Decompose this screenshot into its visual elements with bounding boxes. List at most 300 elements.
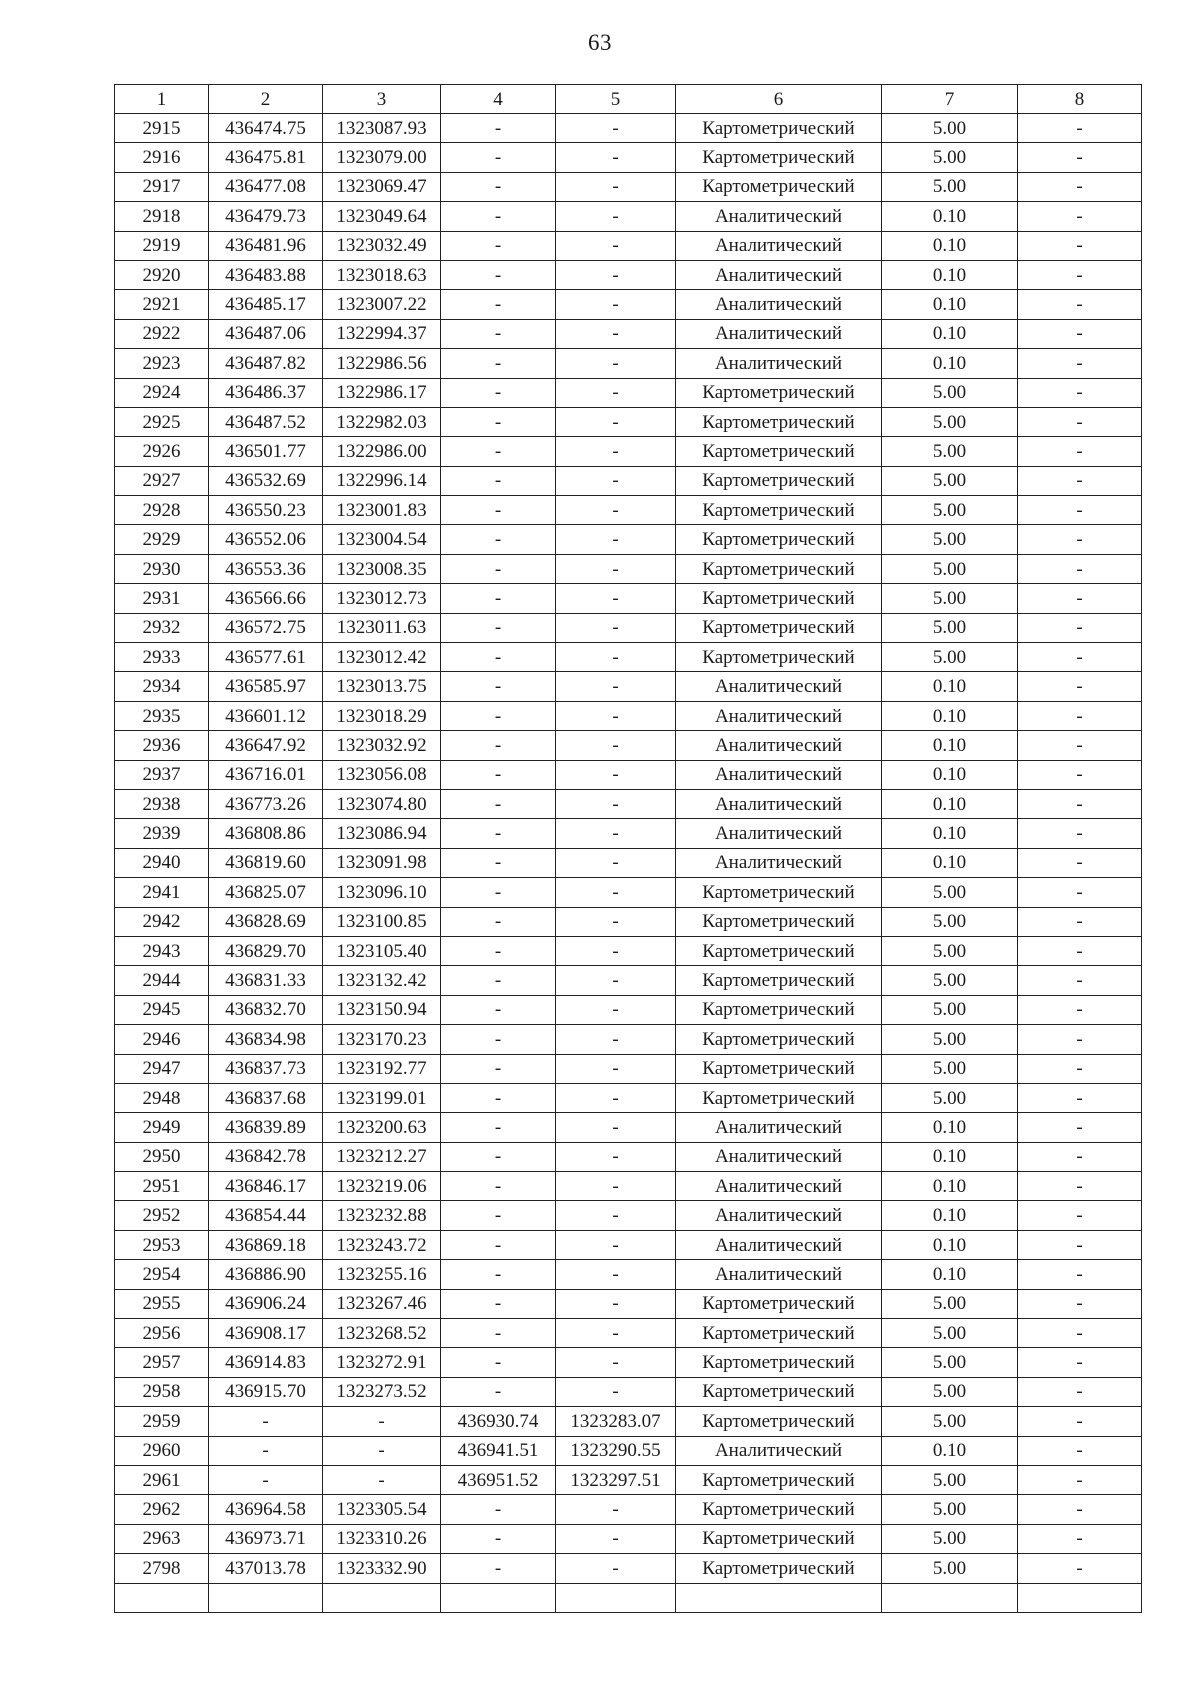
table-cell-col6: Аналитический (676, 760, 882, 789)
table-cell-col3: 1323200.63 (323, 1113, 441, 1142)
table-cell-col8: - (1018, 760, 1142, 789)
table-cell-col7: 5.00 (882, 1377, 1018, 1406)
table-cell-col4: - (441, 584, 556, 613)
table-row (115, 848, 1142, 877)
table-cell-col2: 436486.37 (209, 378, 323, 407)
table-cell-col4: 436951.52 (441, 1465, 556, 1494)
table-cell-col5: - (556, 1083, 676, 1112)
table-cell-col7: 5.00 (882, 966, 1018, 995)
table-cell-col3 (323, 1583, 441, 1612)
table-cell-col7: 5.00 (882, 878, 1018, 907)
table-cell-col8: - (1018, 1083, 1142, 1112)
table-cell-col5: - (556, 819, 676, 848)
column-header-8: 8 (1018, 85, 1142, 114)
table-row (115, 760, 1142, 789)
table-cell-col6: Картометрический (676, 1025, 882, 1054)
table-cell-col5: - (556, 202, 676, 231)
table-cell-col2: 436915.70 (209, 1377, 323, 1406)
table-cell-col6: Аналитический (676, 1172, 882, 1201)
table-cell-col5: - (556, 1054, 676, 1083)
table-cell-col2: 436481.96 (209, 231, 323, 260)
table-cell-col2: 436914.83 (209, 1348, 323, 1377)
table-cell-col1: 2922 (115, 319, 209, 348)
table-cell-col2: 436475.81 (209, 143, 323, 172)
table-cell-col7: 5.00 (882, 584, 1018, 613)
table-cell-col8: - (1018, 672, 1142, 701)
table-cell-col5: - (556, 554, 676, 583)
table-cell-col7: 0.10 (882, 349, 1018, 378)
table-cell-col8: - (1018, 613, 1142, 642)
table-cell-col7: 5.00 (882, 496, 1018, 525)
table-cell-col6: Картометрический (676, 584, 882, 613)
table-cell-col4: - (441, 1142, 556, 1171)
table-cell-col3: 1322994.37 (323, 319, 441, 348)
table-cell-col6: Аналитический (676, 1113, 882, 1142)
table-cell-col3: 1323091.98 (323, 848, 441, 877)
table-cell-col6: Картометрический (676, 554, 882, 583)
table-cell-col2: 436552.06 (209, 525, 323, 554)
table-cell-col6: Картометрический (676, 1083, 882, 1112)
table-cell-col3: 1323310.26 (323, 1524, 441, 1553)
table-cell-col3: 1323013.75 (323, 672, 441, 701)
table-cell-col7: 5.00 (882, 437, 1018, 466)
table-cell-col4: - (441, 731, 556, 760)
table-cell-col2: 436550.23 (209, 496, 323, 525)
table-cell-col1: 2949 (115, 1113, 209, 1142)
table-row (115, 1319, 1142, 1348)
table-cell-col5: - (556, 760, 676, 789)
table-cell-col8: - (1018, 525, 1142, 554)
table-row (115, 1407, 1142, 1436)
table-cell-col7: 0.10 (882, 1201, 1018, 1230)
table-cell-col4: - (441, 1319, 556, 1348)
table-cell-col3: 1323012.73 (323, 584, 441, 613)
table-cell-col8: - (1018, 966, 1142, 995)
table-cell-col4: - (441, 789, 556, 818)
table-cell-col3: 1323100.85 (323, 907, 441, 936)
table-cell-col4: - (441, 760, 556, 789)
table-cell-col6: Аналитический (676, 1230, 882, 1259)
table-cell-col2: 436886.90 (209, 1260, 323, 1289)
table-cell-col3: 1323012.42 (323, 643, 441, 672)
table-cell-col1: 2941 (115, 878, 209, 907)
table-cell-col3: 1323170.23 (323, 1025, 441, 1054)
table-cell-col3: 1323255.16 (323, 1260, 441, 1289)
table-row (115, 231, 1142, 260)
table-cell-col8: - (1018, 995, 1142, 1024)
table-cell-col6: Картометрический (676, 172, 882, 201)
table-row (115, 995, 1142, 1024)
table-cell-col3: 1323018.63 (323, 260, 441, 289)
table-cell-col3: 1322982.03 (323, 407, 441, 436)
table-cell-col5: - (556, 114, 676, 143)
table-cell-col6: Аналитический (676, 672, 882, 701)
table-cell-col1: 2798 (115, 1554, 209, 1583)
table-cell-col2: 436837.73 (209, 1054, 323, 1083)
table-cell-col3: 1323004.54 (323, 525, 441, 554)
table-cell-col5: - (556, 1142, 676, 1171)
table-cell-col1: 2958 (115, 1377, 209, 1406)
table-cell-col2: 436477.08 (209, 172, 323, 201)
table-cell-col1: 2925 (115, 407, 209, 436)
table-cell-col2: 436819.60 (209, 848, 323, 877)
table-cell-col8: - (1018, 1319, 1142, 1348)
column-header-2: 2 (209, 85, 323, 114)
table-cell-col5: - (556, 231, 676, 260)
table-cell-col8: - (1018, 554, 1142, 583)
table-row (115, 936, 1142, 965)
table-cell-col1: 2923 (115, 349, 209, 378)
table-cell-col1: 2943 (115, 936, 209, 965)
table-cell-col6: Картометрический (676, 1554, 882, 1583)
table-cell-col2: 437013.78 (209, 1554, 323, 1583)
table-cell-col2 (209, 1583, 323, 1612)
table-cell-col8: - (1018, 1436, 1142, 1465)
table-cell-col3: 1323011.63 (323, 613, 441, 642)
table-cell-col5: - (556, 143, 676, 172)
table-cell-col6: Аналитический (676, 349, 882, 378)
table-cell-col8: - (1018, 319, 1142, 348)
table-cell-col8: - (1018, 701, 1142, 730)
table-cell-col2: - (209, 1407, 323, 1436)
table-cell-col8: - (1018, 1348, 1142, 1377)
table-cell-col4: - (441, 349, 556, 378)
table-cell-col8: - (1018, 1230, 1142, 1259)
table-row (115, 290, 1142, 319)
table-cell-col3: 1322986.17 (323, 378, 441, 407)
table-cell-col1: 2938 (115, 789, 209, 818)
table-cell-col6: Картометрический (676, 1348, 882, 1377)
table-cell-col5: - (556, 584, 676, 613)
table-cell-col4: - (441, 1054, 556, 1083)
table-cell-col1: 2930 (115, 554, 209, 583)
table-cell-col8: - (1018, 172, 1142, 201)
table-cell-col5: 1323297.51 (556, 1465, 676, 1494)
table-cell-col8: - (1018, 260, 1142, 289)
table-cell-col5: - (556, 1260, 676, 1289)
table-cell-col7: 5.00 (882, 1054, 1018, 1083)
table-cell-col8: - (1018, 378, 1142, 407)
table-cell-col7: 5.00 (882, 1495, 1018, 1524)
table-cell-col8: - (1018, 290, 1142, 319)
table-cell-col3: 1323305.54 (323, 1495, 441, 1524)
table-row (115, 1554, 1142, 1583)
table-cell-col5: - (556, 701, 676, 730)
table-cell-col8: - (1018, 1554, 1142, 1583)
table-row (115, 319, 1142, 348)
table-cell-col7: 0.10 (882, 672, 1018, 701)
table-cell-col7: 0.10 (882, 231, 1018, 260)
table-cell-col7: 5.00 (882, 143, 1018, 172)
table-cell-col1: 2916 (115, 143, 209, 172)
table-cell-col7: 5.00 (882, 378, 1018, 407)
table-cell-col7: 5.00 (882, 114, 1018, 143)
table-cell-col4: - (441, 1172, 556, 1201)
table-row (115, 143, 1142, 172)
table-cell-col6: Аналитический (676, 290, 882, 319)
table-cell-col8: - (1018, 496, 1142, 525)
table-cell-col3: 1323079.00 (323, 143, 441, 172)
table-cell-col1: 2955 (115, 1289, 209, 1318)
column-header-6: 6 (676, 85, 882, 114)
table-cell-col7: 5.00 (882, 1407, 1018, 1436)
table-cell-col3: 1323199.01 (323, 1083, 441, 1112)
table-row (115, 1201, 1142, 1230)
table-cell-col1: 2963 (115, 1524, 209, 1553)
table-cell-col7: 5.00 (882, 554, 1018, 583)
table-cell-col2: 436716.01 (209, 760, 323, 789)
table-cell-col7: 5.00 (882, 1554, 1018, 1583)
table-cell-col1: 2962 (115, 1495, 209, 1524)
table-cell-col1: 2959 (115, 1407, 209, 1436)
table-cell-col7: 5.00 (882, 525, 1018, 554)
table-cell-col5: - (556, 613, 676, 642)
table-cell-col4: - (441, 1524, 556, 1553)
table-cell-col6: Картометрический (676, 114, 882, 143)
table-cell-col5: 1323290.55 (556, 1436, 676, 1465)
table-row (115, 1025, 1142, 1054)
table-cell-col4: - (441, 231, 556, 260)
table-cell-col2: 436846.17 (209, 1172, 323, 1201)
table-cell-col7: 0.10 (882, 848, 1018, 877)
table-cell-col7: 0.10 (882, 1230, 1018, 1259)
table-cell-col5: - (556, 378, 676, 407)
table-cell-col4: - (441, 172, 556, 201)
table-cell-col3: 1323087.93 (323, 114, 441, 143)
table-cell-col2: 436906.24 (209, 1289, 323, 1318)
table-cell-col6: Аналитический (676, 731, 882, 760)
table-cell-col8: - (1018, 584, 1142, 613)
table-cell-col2: 436842.78 (209, 1142, 323, 1171)
table-row (115, 1142, 1142, 1171)
table-cell-col8: - (1018, 936, 1142, 965)
table-cell-col6: Картометрический (676, 1319, 882, 1348)
table-row (115, 584, 1142, 613)
table-cell-col3: 1323074.80 (323, 789, 441, 818)
table-cell-col1: 2927 (115, 466, 209, 495)
table-cell-col1: 2934 (115, 672, 209, 701)
table-cell-col8: - (1018, 878, 1142, 907)
table-row (115, 378, 1142, 407)
table-cell-col8: - (1018, 819, 1142, 848)
table-cell-col8: - (1018, 789, 1142, 818)
table-cell-col2: 436577.61 (209, 643, 323, 672)
table-cell-col6: Аналитический (676, 789, 882, 818)
table-row (115, 1260, 1142, 1289)
table-cell-col4: 436930.74 (441, 1407, 556, 1436)
table-cell-col7: 5.00 (882, 1465, 1018, 1494)
table-cell-col8: - (1018, 1377, 1142, 1406)
table-cell-col6: Картометрический (676, 407, 882, 436)
table-cell-col2: 436773.26 (209, 789, 323, 818)
table-cell-col4: - (441, 1495, 556, 1524)
table-cell-col5: - (556, 1172, 676, 1201)
table-cell-col7: 5.00 (882, 1524, 1018, 1553)
table-cell-col7: 0.10 (882, 1142, 1018, 1171)
table-cell-col3: 1323049.64 (323, 202, 441, 231)
table-cell-col5: - (556, 731, 676, 760)
table-cell-col8: - (1018, 643, 1142, 672)
table-cell-col6: Картометрический (676, 1465, 882, 1494)
table-cell-col4: - (441, 936, 556, 965)
table-cell-col3: 1323105.40 (323, 936, 441, 965)
table-cell-col3: 1323001.83 (323, 496, 441, 525)
table-cell-col1: 2945 (115, 995, 209, 1024)
table-row (115, 966, 1142, 995)
table-cell-col4: - (441, 143, 556, 172)
table-cell-col3: 1323192.77 (323, 1054, 441, 1083)
table-cell-col7: 0.10 (882, 789, 1018, 818)
table-row (115, 643, 1142, 672)
table-cell-col3: 1323008.35 (323, 554, 441, 583)
table-row (115, 1436, 1142, 1465)
table-row (115, 701, 1142, 730)
table-cell-col8: - (1018, 1465, 1142, 1494)
table-cell-col6: Картометрический (676, 437, 882, 466)
table-cell-col8 (1018, 1583, 1142, 1612)
table-cell-col2: 436908.17 (209, 1319, 323, 1348)
table-cell-col5: - (556, 848, 676, 877)
table-cell-col8: - (1018, 1172, 1142, 1201)
column-header-5: 5 (556, 85, 676, 114)
table-cell-col4: - (441, 1377, 556, 1406)
table-cell-col3: - (323, 1465, 441, 1494)
table-cell-col1: 2948 (115, 1083, 209, 1112)
table-cell-col2: 436869.18 (209, 1230, 323, 1259)
table-cell-col5: - (556, 1230, 676, 1259)
table-cell-col2: 436832.70 (209, 995, 323, 1024)
table-cell-col6: Аналитический (676, 1436, 882, 1465)
table-cell-col1: 2940 (115, 848, 209, 877)
table-cell-col3: 1323219.06 (323, 1172, 441, 1201)
table-cell-col6: Картометрический (676, 1495, 882, 1524)
table-cell-col1: 2929 (115, 525, 209, 554)
table-cell-col7: 0.10 (882, 1172, 1018, 1201)
table-row (115, 1289, 1142, 1318)
table-cell-col2: 436808.86 (209, 819, 323, 848)
table-cell-col6: Картометрический (676, 936, 882, 965)
table-cell-col6: Картометрический (676, 496, 882, 525)
table-cell-col5: - (556, 1524, 676, 1553)
table-cell-col5: - (556, 525, 676, 554)
table-cell-col1: 2952 (115, 1201, 209, 1230)
table-row (115, 172, 1142, 201)
table-cell-col8: - (1018, 1260, 1142, 1289)
table-cell-col6: Картометрический (676, 1377, 882, 1406)
table-cell-col6: Картометрический (676, 143, 882, 172)
table-cell-col5: - (556, 260, 676, 289)
table-cell-col7: 5.00 (882, 172, 1018, 201)
table-cell-col5: - (556, 319, 676, 348)
table-cell-col1: 2946 (115, 1025, 209, 1054)
table-row (115, 672, 1142, 701)
table-row (115, 613, 1142, 642)
table-cell-col3: 1323212.27 (323, 1142, 441, 1171)
table-cell-col2: 436487.82 (209, 349, 323, 378)
table-row (115, 1583, 1142, 1612)
table-cell-col2: 436831.33 (209, 966, 323, 995)
table-cell-col8: - (1018, 1054, 1142, 1083)
table-cell-col6: Картометрический (676, 378, 882, 407)
table-row (115, 260, 1142, 289)
table-cell-col8: - (1018, 1407, 1142, 1436)
table-row (115, 1465, 1142, 1494)
table-cell-col7 (882, 1583, 1018, 1612)
table-cell-col3: 1323096.10 (323, 878, 441, 907)
table-cell-col2: - (209, 1436, 323, 1465)
table-cell-col5: - (556, 643, 676, 672)
table-cell-col5: - (556, 496, 676, 525)
table-cell-col3: 1323032.49 (323, 231, 441, 260)
table-cell-col8: - (1018, 907, 1142, 936)
table-cell-col6: Картометрический (676, 466, 882, 495)
table-cell-col6: Аналитический (676, 1142, 882, 1171)
table-cell-col2: 436474.75 (209, 114, 323, 143)
table-cell-col5: - (556, 936, 676, 965)
table-cell-col6: Аналитический (676, 848, 882, 877)
table-cell-col5: - (556, 907, 676, 936)
table-cell-col2: 436532.69 (209, 466, 323, 495)
table-cell-col6: Аналитический (676, 819, 882, 848)
table-cell-col1: 2924 (115, 378, 209, 407)
table-cell-col3: 1322986.56 (323, 349, 441, 378)
table-cell-col8: - (1018, 114, 1142, 143)
table-cell-col2: 436553.36 (209, 554, 323, 583)
table-cell-col4: - (441, 1025, 556, 1054)
table-cell-col8: - (1018, 466, 1142, 495)
table-cell-col8: - (1018, 231, 1142, 260)
table-cell-col1: 2939 (115, 819, 209, 848)
table-row (115, 349, 1142, 378)
table-cell-col7: 5.00 (882, 936, 1018, 965)
table-cell-col3: 1323267.46 (323, 1289, 441, 1318)
table-cell-col7: 0.10 (882, 1260, 1018, 1289)
table-cell-col1: 2957 (115, 1348, 209, 1377)
table-row (115, 1524, 1142, 1553)
table-cell-col5: - (556, 789, 676, 818)
table-cell-col3: 1323273.52 (323, 1377, 441, 1406)
table-cell-col4: - (441, 202, 556, 231)
table-cell-col1: 2928 (115, 496, 209, 525)
table-cell-col5: - (556, 966, 676, 995)
table-cell-col6: Картометрический (676, 643, 882, 672)
table-cell-col4: - (441, 819, 556, 848)
table-cell-col3: 1323056.08 (323, 760, 441, 789)
table-cell-col6: Картометрический (676, 966, 882, 995)
table-cell-col7: 5.00 (882, 1289, 1018, 1318)
column-header-4: 4 (441, 85, 556, 114)
table-cell-col1: 2942 (115, 907, 209, 936)
table-cell-col1: 2931 (115, 584, 209, 613)
table-cell-col2: - (209, 1465, 323, 1494)
table-cell-col2: 436487.52 (209, 407, 323, 436)
table-cell-col2: 436483.88 (209, 260, 323, 289)
table-cell-col5: - (556, 437, 676, 466)
table-cell-col1: 2937 (115, 760, 209, 789)
table-row (115, 554, 1142, 583)
table-cell-col4: - (441, 848, 556, 877)
table-cell-col5: - (556, 1113, 676, 1142)
table-cell-col2: 436585.97 (209, 672, 323, 701)
table-cell-col1: 2935 (115, 701, 209, 730)
table-cell-col6: Аналитический (676, 231, 882, 260)
table-cell-col5: - (556, 1201, 676, 1230)
table-cell-col4: - (441, 114, 556, 143)
table-cell-col2: 436825.07 (209, 878, 323, 907)
table-cell-col4: - (441, 907, 556, 936)
table-cell-col5: - (556, 349, 676, 378)
table-cell-col4: 436941.51 (441, 1436, 556, 1465)
